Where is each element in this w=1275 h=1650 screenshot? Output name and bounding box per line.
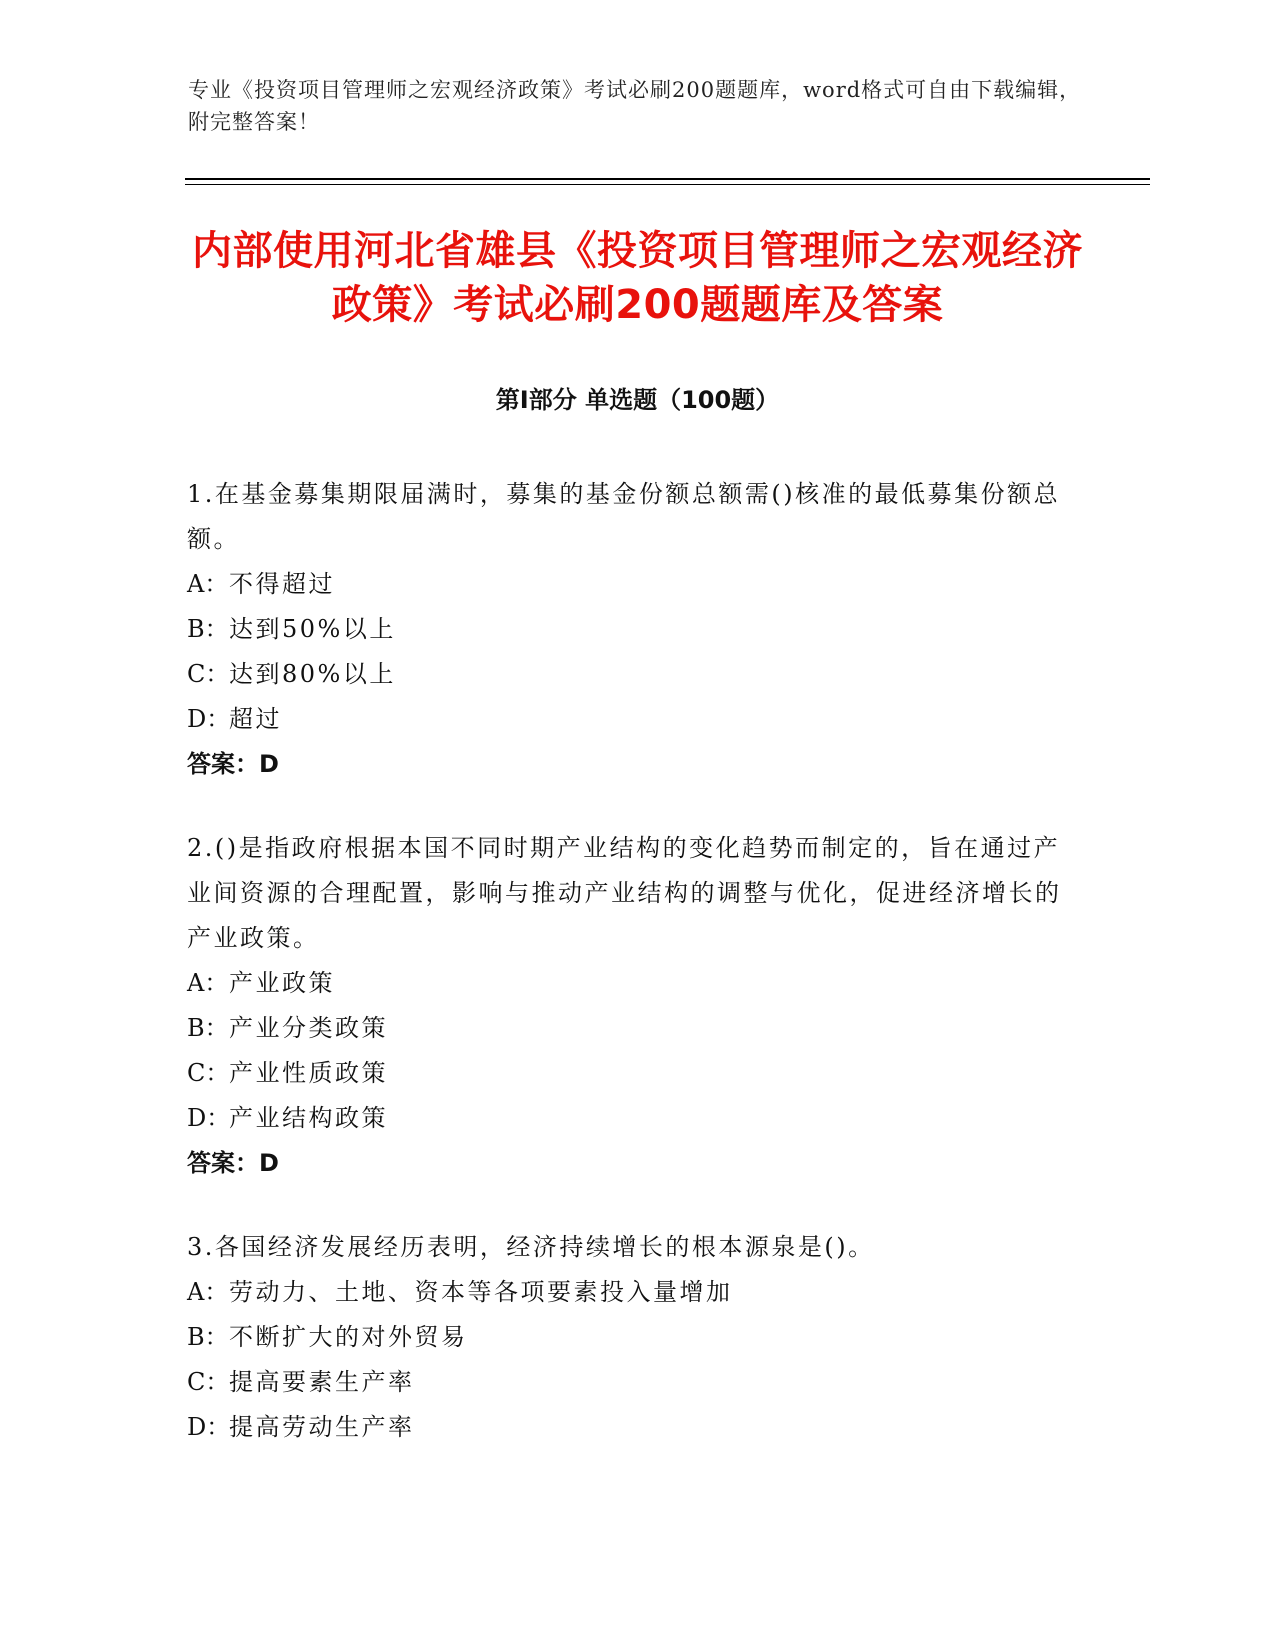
answer: 答案：D [187,1149,279,1177]
option-a [187,562,1067,607]
answer: 答案：D [187,750,279,778]
header-rule-thick [185,178,1150,180]
option-text: 提高要素生产率 [229,1368,415,1396]
option-key: B： [187,1014,229,1042]
option-c [187,1360,1067,1405]
option-key: C： [187,660,230,688]
header-rule-thin [185,184,1150,185]
option-d [187,1405,1067,1450]
option-key: D： [187,1104,231,1132]
option-c [187,652,1067,697]
header-note: 专业《投资项目管理师之宏观经济政策》考试必刷200题题库，word格式可自由下载编辑，附完整答案！ [188,78,1082,134]
option-text: 达到50%以上 [229,615,396,643]
section-title: 第Ⅰ部分 单选题（100题） [495,386,780,414]
option-key: A： [187,969,229,997]
option-d [187,1096,1067,1141]
question-stem: 1.在基金募集期限届满时，募集的基金份额总额需()核准的最低募集份额总额。 [187,480,1061,553]
option-key: B： [187,615,229,643]
option-a [187,961,1067,1006]
option-key: B： [187,1323,229,1351]
option-b [187,1006,1067,1051]
option-text: 不断扩大的对外贸易 [229,1323,468,1351]
option-text: 超过 [229,705,282,733]
option-key: D： [187,705,231,733]
option-key: D： [187,1413,231,1441]
option-key: C： [187,1059,230,1087]
option-b [187,607,1067,652]
option-text: 产业分类政策 [229,1014,388,1042]
option-a [187,1270,1067,1315]
document-title: 内部使用河北省雄县《投资项目管理师之宏观经济政策》考试必刷200题题库及答案 [192,228,1083,328]
option-text: 达到80%以上 [229,660,396,688]
question-list [187,472,1067,1489]
option-c [187,1051,1067,1096]
option-text: 产业政策 [229,969,335,997]
option-text: 产业结构政策 [229,1104,388,1132]
question-stem: 2.()是指政府根据本国不同时期产业结构的变化趋势而制定的，旨在通过产业间资源的合理配置，影响与推动产业结构的调整与优化，促进经济增长的产业政策。 [187,834,1062,952]
option-text: 劳动力、土地、资本等各项要素投入量增加 [229,1278,733,1306]
question-2 [187,826,1067,1186]
question-stem: 3.各国经济发展经历表明，经济持续增长的根本源泉是()。 [187,1233,875,1261]
option-key: A： [187,1278,229,1306]
option-key: A： [187,570,229,598]
question-1 [187,472,1067,787]
option-b [187,1315,1067,1360]
question-3 [187,1225,1067,1450]
option-text: 产业性质政策 [229,1059,388,1087]
option-d [187,697,1067,742]
option-text: 不得超过 [229,570,335,598]
option-key: C： [187,1368,230,1396]
option-text: 提高劳动生产率 [229,1413,415,1441]
